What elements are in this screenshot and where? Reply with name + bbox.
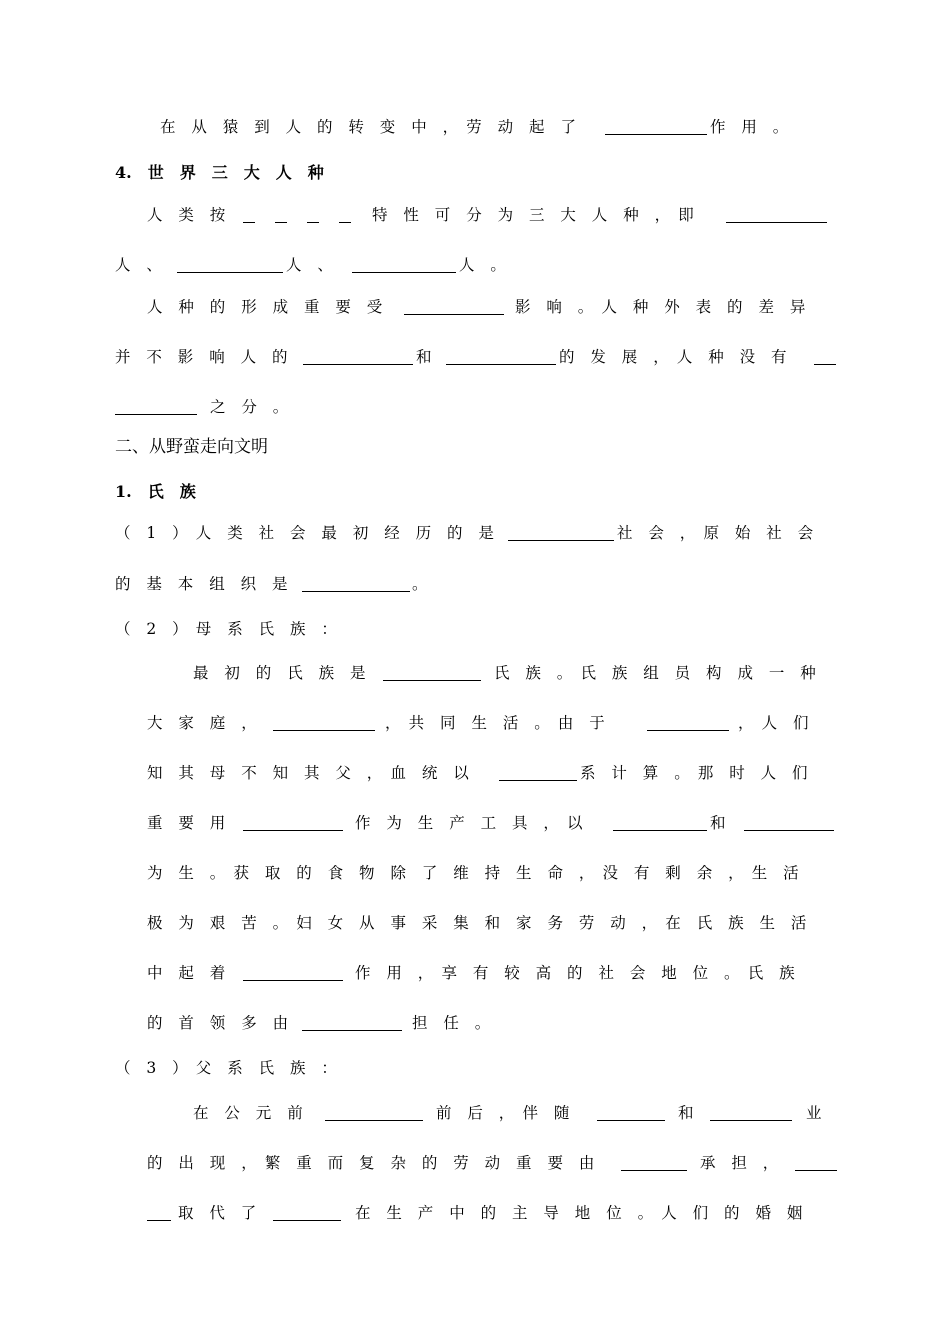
text-line <box>0 863 950 903</box>
fill-blank[interactable] <box>404 314 504 315</box>
fill-blank[interactable] <box>647 730 729 731</box>
text-segment: 社 会 ， 原 始 社 会 <box>617 524 814 542</box>
text-line <box>0 963 950 1003</box>
text-line <box>0 1058 950 1098</box>
text-segment: 影 响 。 人 种 外 表 的 差 异 <box>515 298 806 316</box>
text-line <box>0 397 950 437</box>
text-segment: 极 为 艰 苦 。 妇 女 从 事 采 集 和 家 务 劳 动 ， 在 氏 族 生 活 <box>147 914 807 932</box>
text-segment: 氏 族 。 氏 族 组 员 构 成 一 种 <box>494 664 816 682</box>
fill-blank[interactable] <box>243 830 343 831</box>
fill-blank[interactable] <box>243 980 343 981</box>
text-segment: 承 担 ， <box>700 1154 779 1172</box>
text-segment: 在 从 猿 到 人 的 转 变 中 ， 劳 动 起 了 <box>160 118 577 136</box>
text-line <box>0 913 950 953</box>
heading-4: 4. 世 界 三 大 人 种 <box>115 163 324 182</box>
text-segment: ， 共 同 生 活 。 由 于 <box>385 714 606 732</box>
text-segment: 。 <box>412 575 428 593</box>
text-line <box>0 297 950 337</box>
text-line <box>0 205 950 245</box>
text-line <box>0 663 950 703</box>
fill-blank[interactable] <box>147 1220 171 1221</box>
text-segment: 特 性 可 分 为 三 大 人 种 ， 即 <box>372 206 694 224</box>
text-line <box>0 523 950 563</box>
text-segment: 和 <box>416 348 432 366</box>
text-line <box>0 1103 950 1143</box>
text-segment: 大 家 庭 ， <box>147 714 257 732</box>
text-segment: 人 类 按 <box>147 206 226 224</box>
fill-blank[interactable] <box>383 680 481 681</box>
text-segment: 和 <box>710 814 726 832</box>
text-segment: 的 首 领 多 由 <box>147 1014 289 1032</box>
text-segment: 和 <box>678 1104 694 1122</box>
fill-blank[interactable] <box>273 1220 341 1221</box>
text-segment: （ 3 ） 父 系 氏 族 ： <box>115 1059 338 1077</box>
text-line <box>0 347 950 387</box>
text-segment: 为 生 。 获 取 的 食 物 除 了 维 持 生 命 ， 没 有 剩 余 ， 生 活 <box>147 864 799 882</box>
fill-blank[interactable] <box>302 591 410 592</box>
text-segment: 人 种 的 形 成 重 要 受 <box>147 298 383 316</box>
text-segment: ， 人 们 <box>738 714 809 732</box>
fill-blank[interactable] <box>115 414 197 415</box>
fill-blank[interactable] <box>352 272 456 273</box>
text-segment: 之 分 。 <box>210 398 289 416</box>
text-segment: （ 1 ） 人 类 社 会 最 初 经 历 的 是 <box>115 524 495 542</box>
text-line <box>0 1013 950 1053</box>
fill-blank[interactable] <box>307 222 319 223</box>
fill-blank[interactable] <box>814 364 836 365</box>
text-segment: 作 用 ， 享 有 较 高 的 社 会 地 位 。 氏 族 <box>355 964 795 982</box>
fill-blank[interactable] <box>325 1120 423 1121</box>
fill-blank[interactable] <box>339 222 351 223</box>
text-line <box>0 813 950 853</box>
text-segment: 并 不 影 响 人 的 <box>115 348 288 366</box>
fill-blank[interactable] <box>605 134 707 135</box>
text-segment: 业 <box>806 1104 822 1122</box>
text-line <box>0 713 950 753</box>
text-line <box>0 255 950 295</box>
fill-blank[interactable] <box>621 1170 687 1171</box>
fill-blank[interactable] <box>613 830 707 831</box>
text-segment: 在 公 元 前 <box>193 1104 303 1122</box>
fill-blank[interactable] <box>710 1120 792 1121</box>
fill-blank[interactable] <box>177 272 283 273</box>
text-segment: 系 计 算 。 那 时 人 们 <box>580 764 808 782</box>
text-segment: 在 生 产 中 的 主 导 地 位 。 人 们 的 婚 姻 <box>355 1204 803 1222</box>
text-segment: 重 要 用 <box>147 814 226 832</box>
text-segment: 前 后 ， 伴 随 <box>436 1104 570 1122</box>
fill-blank[interactable] <box>508 540 614 541</box>
text-segment: 作 用 。 <box>710 118 789 136</box>
text-segment: 最 初 的 氏 族 是 <box>193 664 366 682</box>
text-segment: 的 基 本 组 织 是 <box>115 575 288 593</box>
fill-blank[interactable] <box>446 364 556 365</box>
heading-section-2: 二、从野蛮走向文明 <box>115 437 268 457</box>
text-segment: 中 起 着 <box>147 964 226 982</box>
fill-blank[interactable] <box>303 364 413 365</box>
fill-blank[interactable] <box>275 222 287 223</box>
text-segment: 担 任 。 <box>412 1014 491 1032</box>
fill-blank[interactable] <box>744 830 834 831</box>
text-segment: 人 。 <box>459 256 507 274</box>
text-segment: 知 其 母 不 知 其 父 ， 血 统 以 <box>147 764 469 782</box>
fill-blank[interactable] <box>302 1030 402 1031</box>
fill-blank[interactable] <box>597 1120 665 1121</box>
text-segment: 的 出 现 ， 繁 重 而 复 杂 的 劳 动 重 要 由 <box>147 1154 595 1172</box>
text-line <box>0 117 950 157</box>
fill-blank[interactable] <box>499 780 577 781</box>
text-line <box>0 574 950 614</box>
fill-blank[interactable] <box>726 222 827 223</box>
heading-1: 1. 氏 族 <box>115 482 196 501</box>
fill-blank[interactable] <box>795 1170 837 1171</box>
fill-blank[interactable] <box>273 730 375 731</box>
text-segment: （ 2 ） 母 系 氏 族 ： <box>115 620 338 638</box>
text-line <box>0 619 950 659</box>
text-line <box>0 1153 950 1193</box>
text-segment: 的 发 展 ， 人 种 没 有 <box>559 348 787 366</box>
text-segment: 取 代 了 <box>178 1204 257 1222</box>
text-line <box>0 1203 950 1243</box>
text-line <box>0 763 950 803</box>
text-segment: 作 为 生 产 工 具 ， 以 <box>355 814 583 832</box>
text-segment: 人 、 <box>286 256 334 274</box>
text-segment: 人 、 <box>115 256 163 274</box>
fill-blank[interactable] <box>243 222 255 223</box>
